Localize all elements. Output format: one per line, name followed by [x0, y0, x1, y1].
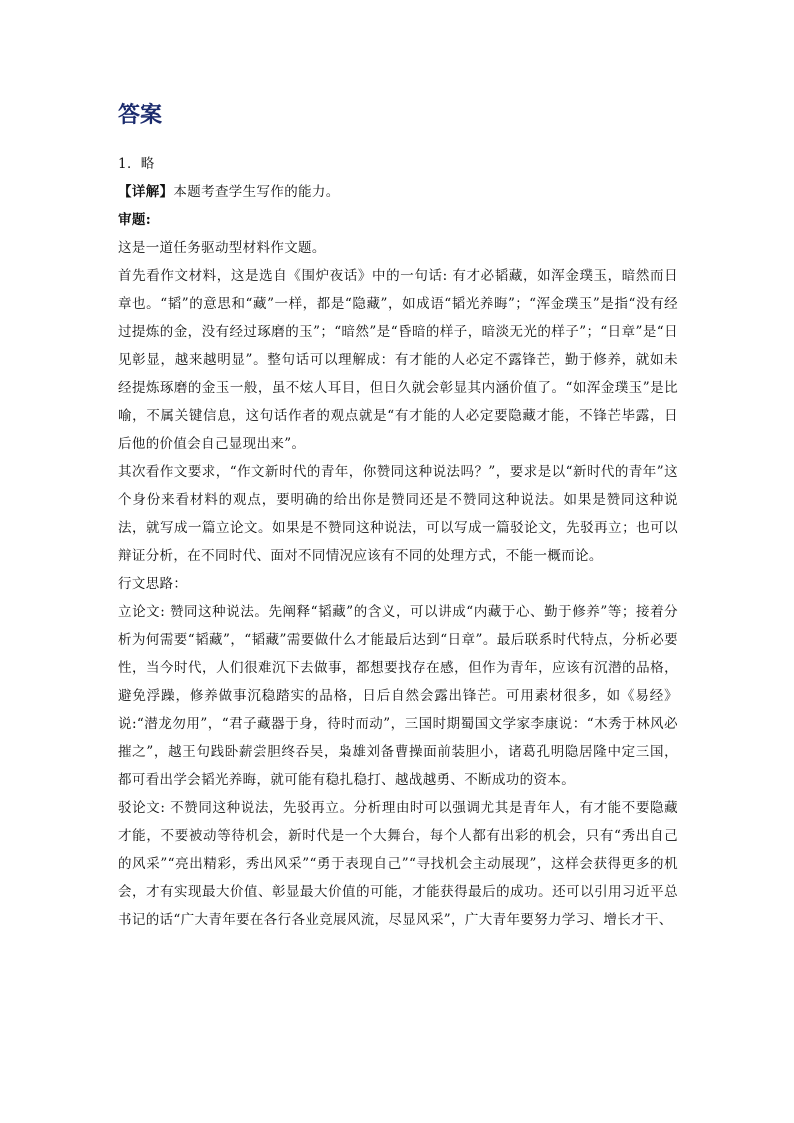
detail-tag: 【详解】	[118, 184, 174, 200]
answer-section	[118, 92, 678, 934]
question-number: 1．略	[118, 156, 155, 172]
paragraph-task-type: 这是一道任务驱动型材料作文题。	[118, 240, 326, 256]
paragraph-material-analysis: 首先看作文材料，这是选自《围炉夜话》中的一句话: 有才必韬藏，如浑金璞玉，暗然而日章也。“韬”的意思和“藏”一样，都是“隐藏”，如成语“韬光养晦”；“浑金璞玉”是指“没有经过提炼的金，没有经过琢磨的玉”；“暗然”是“昏暗的样子，暗淡无光的样子”；“日章”是“日见彰显，越来越明显”。整句话可以理解成：有才能的人必定不露锋芒，勤于修养，就如未经提炼琢磨的金玉一般，虽不炫人耳目，但日久就会彰显其内涵价值了。“如浑金璞玉”是比喻，不属关键信息，这句话作者的观点就是“有才能的人必定要隐藏才能，不锋芒毕露，日后他的价值会自己显现出来”。	[118, 268, 678, 452]
page-title: 答案	[118, 103, 163, 128]
paragraph-rebuttal-essay: 驳论文: 不赞同这种说法，先驳再立。分析理由时可以强调尤其是青年人，有才能不要隐藏才能，不要被动等待机会，新时代是一个大舞台，每个人都有出彩的机会，只有“秀出自己的风采”“亮出精彩，秀出风采”“勇于表现自己”“寻找机会主动展现”，这样会获得更多的机会，才有实现最大价值、彰显最大价值的可能，才能获得最后的成功。还可以引用习近平总书记的话“广大青年要在各行各业竞展风流，尽显风采”，广大青年要努力学习、增长才干、	[118, 800, 678, 928]
review-label: 审题:	[118, 212, 152, 228]
detail-text: 本题考查学生写作的能力。	[173, 184, 340, 200]
detail-line	[118, 178, 678, 206]
paragraph-requirement-analysis: 其次看作文要求，“作文新时代的青年，你赞同这种说法吗？”，要求是以“新时代的青年”这个身份来看材料的观点，要明确的给出你是赞同还是不赞同这种说法。如果是赞同这种说法，就写成一篇立论文。如果是不赞同这种说法，可以写成一篇驳论文，先驳再立；也可以辩证分析，在不同时代、面对不同情况应该有不同的处理方式，不能一概而论。	[118, 464, 678, 564]
paragraph-argument-essay: 立论文: 赞同这种说法。先阐释“韬藏”的含义，可以讲成“内藏于心、勤于修养”等；接着分析为何需要“韬藏”，“韬藏”需要做什么才能最后达到“日章”。最后联系时代特点，分析必要性，当今时代，人们很难沉下去做事，都想要找存在感，但作为青年，应该有沉潜的品格，避免浮躁，修养做事沉稳踏实的品格，日后自然会露出锋芒。可用素材很多，如《易经》说:“潜龙勿用”，“君子藏器于身，待时而动”，三国时期蜀国文学家李康说：“木秀于林风必摧之”，越王句践卧薪尝胆终吞吴，枭雄刘备曹操面前装胆小，诸葛孔明隐居隆中定三国，都可看出学会韬光养晦，就可能有稳扎稳打、越战越勇、不断成功的资本。	[118, 604, 678, 788]
paragraph-writing-approach-label: 行文思路：	[118, 576, 188, 592]
